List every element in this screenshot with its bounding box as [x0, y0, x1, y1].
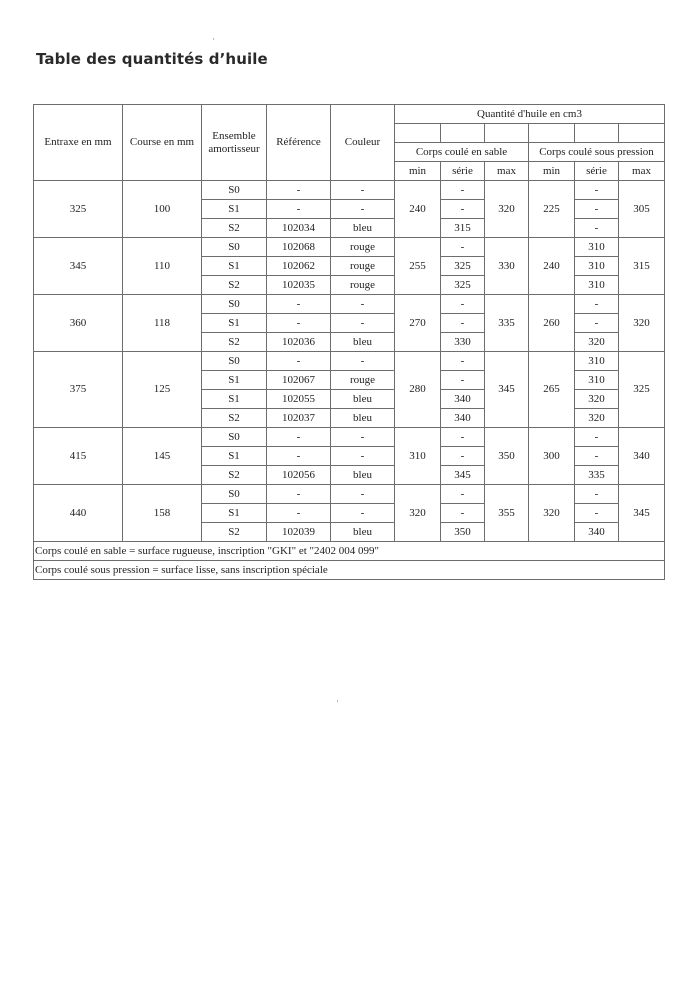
sable-max-cell: 345: [485, 352, 529, 428]
reference-cell: -: [267, 428, 331, 447]
sable-max-cell: 320: [485, 181, 529, 238]
ensemble-cell: S0: [202, 295, 267, 314]
table-row: [34, 181, 665, 200]
ensemble-cell: S1: [202, 504, 267, 523]
scan-speck: [337, 700, 338, 702]
sable-min-cell: 270: [395, 295, 441, 352]
pression-serie-cell: -: [575, 295, 619, 314]
ensemble-cell: S1: [202, 371, 267, 390]
course-cell: 100: [123, 181, 202, 238]
pression-min-cell: 240: [529, 238, 575, 295]
sable-serie-cell: 340: [441, 409, 485, 428]
ensemble-cell: S1: [202, 200, 267, 219]
sable-serie-cell: -: [441, 371, 485, 390]
empty-cell: [575, 124, 619, 143]
ensemble-cell: S0: [202, 428, 267, 447]
empty-cell: [441, 124, 485, 143]
sable-min-cell: 310: [395, 428, 441, 485]
sable-min-cell: 240: [395, 181, 441, 238]
pression-min-cell: 265: [529, 352, 575, 428]
reference-cell: -: [267, 200, 331, 219]
sable-min-cell: 320: [395, 485, 441, 542]
pression-serie-cell: 320: [575, 390, 619, 409]
header-pression-min: min: [529, 162, 575, 181]
sable-max-cell: 355: [485, 485, 529, 542]
sable-max-cell: 335: [485, 295, 529, 352]
pression-serie-cell: 335: [575, 466, 619, 485]
reference-cell: -: [267, 314, 331, 333]
header-pression-serie: série: [575, 162, 619, 181]
pression-max-cell: 315: [619, 238, 665, 295]
header-entraxe: Entraxe en mm: [34, 105, 123, 181]
pression-max-cell: 325: [619, 352, 665, 428]
reference-cell: 102035: [267, 276, 331, 295]
couleur-cell: bleu: [331, 523, 395, 542]
pression-min-cell: 320: [529, 485, 575, 542]
pression-min-cell: 225: [529, 181, 575, 238]
ensemble-cell: S2: [202, 276, 267, 295]
reference-cell: 102062: [267, 257, 331, 276]
ensemble-cell: S1: [202, 257, 267, 276]
sable-serie-cell: -: [441, 485, 485, 504]
couleur-cell: -: [331, 352, 395, 371]
pression-serie-cell: -: [575, 181, 619, 200]
entraxe-cell: 440: [34, 485, 123, 542]
couleur-cell: bleu: [331, 219, 395, 238]
couleur-cell: bleu: [331, 333, 395, 352]
header-pression-max: max: [619, 162, 665, 181]
ensemble-cell: S1: [202, 390, 267, 409]
reference-cell: -: [267, 181, 331, 200]
entraxe-cell: 345: [34, 238, 123, 295]
table-row: [34, 238, 665, 257]
pression-serie-cell: 340: [575, 523, 619, 542]
pression-serie-cell: 320: [575, 409, 619, 428]
sable-serie-cell: 315: [441, 219, 485, 238]
pression-serie-cell: 310: [575, 371, 619, 390]
course-cell: 110: [123, 238, 202, 295]
couleur-cell: -: [331, 447, 395, 466]
sable-serie-cell: -: [441, 200, 485, 219]
reference-cell: 102068: [267, 238, 331, 257]
course-cell: 158: [123, 485, 202, 542]
entraxe-cell: 325: [34, 181, 123, 238]
pression-min-cell: 300: [529, 428, 575, 485]
pression-max-cell: 345: [619, 485, 665, 542]
sable-serie-cell: -: [441, 181, 485, 200]
empty-cell: [529, 124, 575, 143]
couleur-cell: -: [331, 181, 395, 200]
sable-max-cell: 330: [485, 238, 529, 295]
header-ensemble: Ensemble amortisseur: [202, 105, 267, 181]
reference-cell: 102036: [267, 333, 331, 352]
pression-serie-cell: 320: [575, 333, 619, 352]
header-couleur: Couleur: [331, 105, 395, 181]
course-cell: 125: [123, 352, 202, 428]
table-row: [34, 295, 665, 314]
reference-cell: -: [267, 504, 331, 523]
table-row: [34, 485, 665, 504]
pression-serie-cell: -: [575, 200, 619, 219]
sable-min-cell: 255: [395, 238, 441, 295]
entraxe-cell: 415: [34, 428, 123, 485]
sable-serie-cell: 340: [441, 390, 485, 409]
oil-quantity-table: [33, 104, 665, 580]
couleur-cell: bleu: [331, 466, 395, 485]
course-cell: 118: [123, 295, 202, 352]
sable-serie-cell: 330: [441, 333, 485, 352]
note-row: [34, 561, 665, 580]
table-row: [34, 352, 665, 371]
couleur-cell: -: [331, 200, 395, 219]
header-course: Course en mm: [123, 105, 202, 181]
ensemble-cell: S0: [202, 238, 267, 257]
ensemble-cell: S0: [202, 485, 267, 504]
header-sable-serie: série: [441, 162, 485, 181]
sable-serie-cell: -: [441, 504, 485, 523]
couleur-cell: -: [331, 314, 395, 333]
pression-serie-cell: 310: [575, 238, 619, 257]
couleur-cell: -: [331, 485, 395, 504]
sable-serie-cell: -: [441, 314, 485, 333]
reference-cell: -: [267, 447, 331, 466]
empty-cell: [619, 124, 665, 143]
sable-serie-cell: -: [441, 238, 485, 257]
scan-speck: [213, 38, 214, 40]
entraxe-cell: 360: [34, 295, 123, 352]
couleur-cell: -: [331, 295, 395, 314]
header-pression: Corps coulé sous pression: [529, 143, 665, 162]
couleur-cell: bleu: [331, 390, 395, 409]
pression-serie-cell: -: [575, 428, 619, 447]
empty-cell: [485, 124, 529, 143]
reference-cell: 102055: [267, 390, 331, 409]
pression-serie-cell: 310: [575, 276, 619, 295]
entraxe-cell: 375: [34, 352, 123, 428]
reference-cell: 102037: [267, 409, 331, 428]
couleur-cell: rouge: [331, 371, 395, 390]
reference-cell: 102039: [267, 523, 331, 542]
couleur-cell: rouge: [331, 238, 395, 257]
reference-cell: 102067: [267, 371, 331, 390]
couleur-cell: rouge: [331, 276, 395, 295]
pression-serie-cell: -: [575, 485, 619, 504]
couleur-cell: -: [331, 504, 395, 523]
sable-serie-cell: 345: [441, 466, 485, 485]
header-reference: Référence: [267, 105, 331, 181]
reference-cell: -: [267, 295, 331, 314]
couleur-cell: rouge: [331, 257, 395, 276]
sable-serie-cell: -: [441, 428, 485, 447]
ensemble-cell: S2: [202, 409, 267, 428]
reference-cell: -: [267, 352, 331, 371]
sable-serie-cell: 350: [441, 523, 485, 542]
reference-cell: -: [267, 485, 331, 504]
header-quantite: Quantité d'huile en cm3: [395, 105, 665, 124]
pression-max-cell: 305: [619, 181, 665, 238]
note-row: [34, 542, 665, 561]
course-cell: 145: [123, 428, 202, 485]
empty-cell: [395, 124, 441, 143]
sable-max-cell: 350: [485, 428, 529, 485]
page-title: Table des quantités d’huile: [36, 50, 268, 68]
pression-max-cell: 320: [619, 295, 665, 352]
note-text: Corps coulé en sable = surface rugueuse, inscription "GKI" et "2402 004 099": [34, 542, 665, 561]
header-sable: Corps coulé en sable: [395, 143, 529, 162]
couleur-cell: -: [331, 428, 395, 447]
note-text: Corps coulé sous pression = surface lisse, sans inscription spéciale: [34, 561, 665, 580]
reference-cell: 102034: [267, 219, 331, 238]
pression-serie-cell: -: [575, 219, 619, 238]
ensemble-cell: S2: [202, 219, 267, 238]
ensemble-cell: S1: [202, 314, 267, 333]
sable-serie-cell: 325: [441, 276, 485, 295]
pression-serie-cell: -: [575, 447, 619, 466]
ensemble-cell: S2: [202, 523, 267, 542]
sable-serie-cell: -: [441, 295, 485, 314]
sable-serie-cell: -: [441, 447, 485, 466]
pression-max-cell: 340: [619, 428, 665, 485]
sable-serie-cell: 325: [441, 257, 485, 276]
ensemble-cell: S2: [202, 333, 267, 352]
header-sable-max: max: [485, 162, 529, 181]
pression-serie-cell: -: [575, 504, 619, 523]
couleur-cell: bleu: [331, 409, 395, 428]
reference-cell: 102056: [267, 466, 331, 485]
sable-serie-cell: -: [441, 352, 485, 371]
sable-min-cell: 280: [395, 352, 441, 428]
table-row: [34, 428, 665, 447]
ensemble-cell: S0: [202, 181, 267, 200]
ensemble-cell: S0: [202, 352, 267, 371]
pression-serie-cell: 310: [575, 257, 619, 276]
pression-serie-cell: 310: [575, 352, 619, 371]
ensemble-cell: S1: [202, 447, 267, 466]
pression-serie-cell: -: [575, 314, 619, 333]
pression-min-cell: 260: [529, 295, 575, 352]
header-sable-min: min: [395, 162, 441, 181]
ensemble-cell: S2: [202, 466, 267, 485]
